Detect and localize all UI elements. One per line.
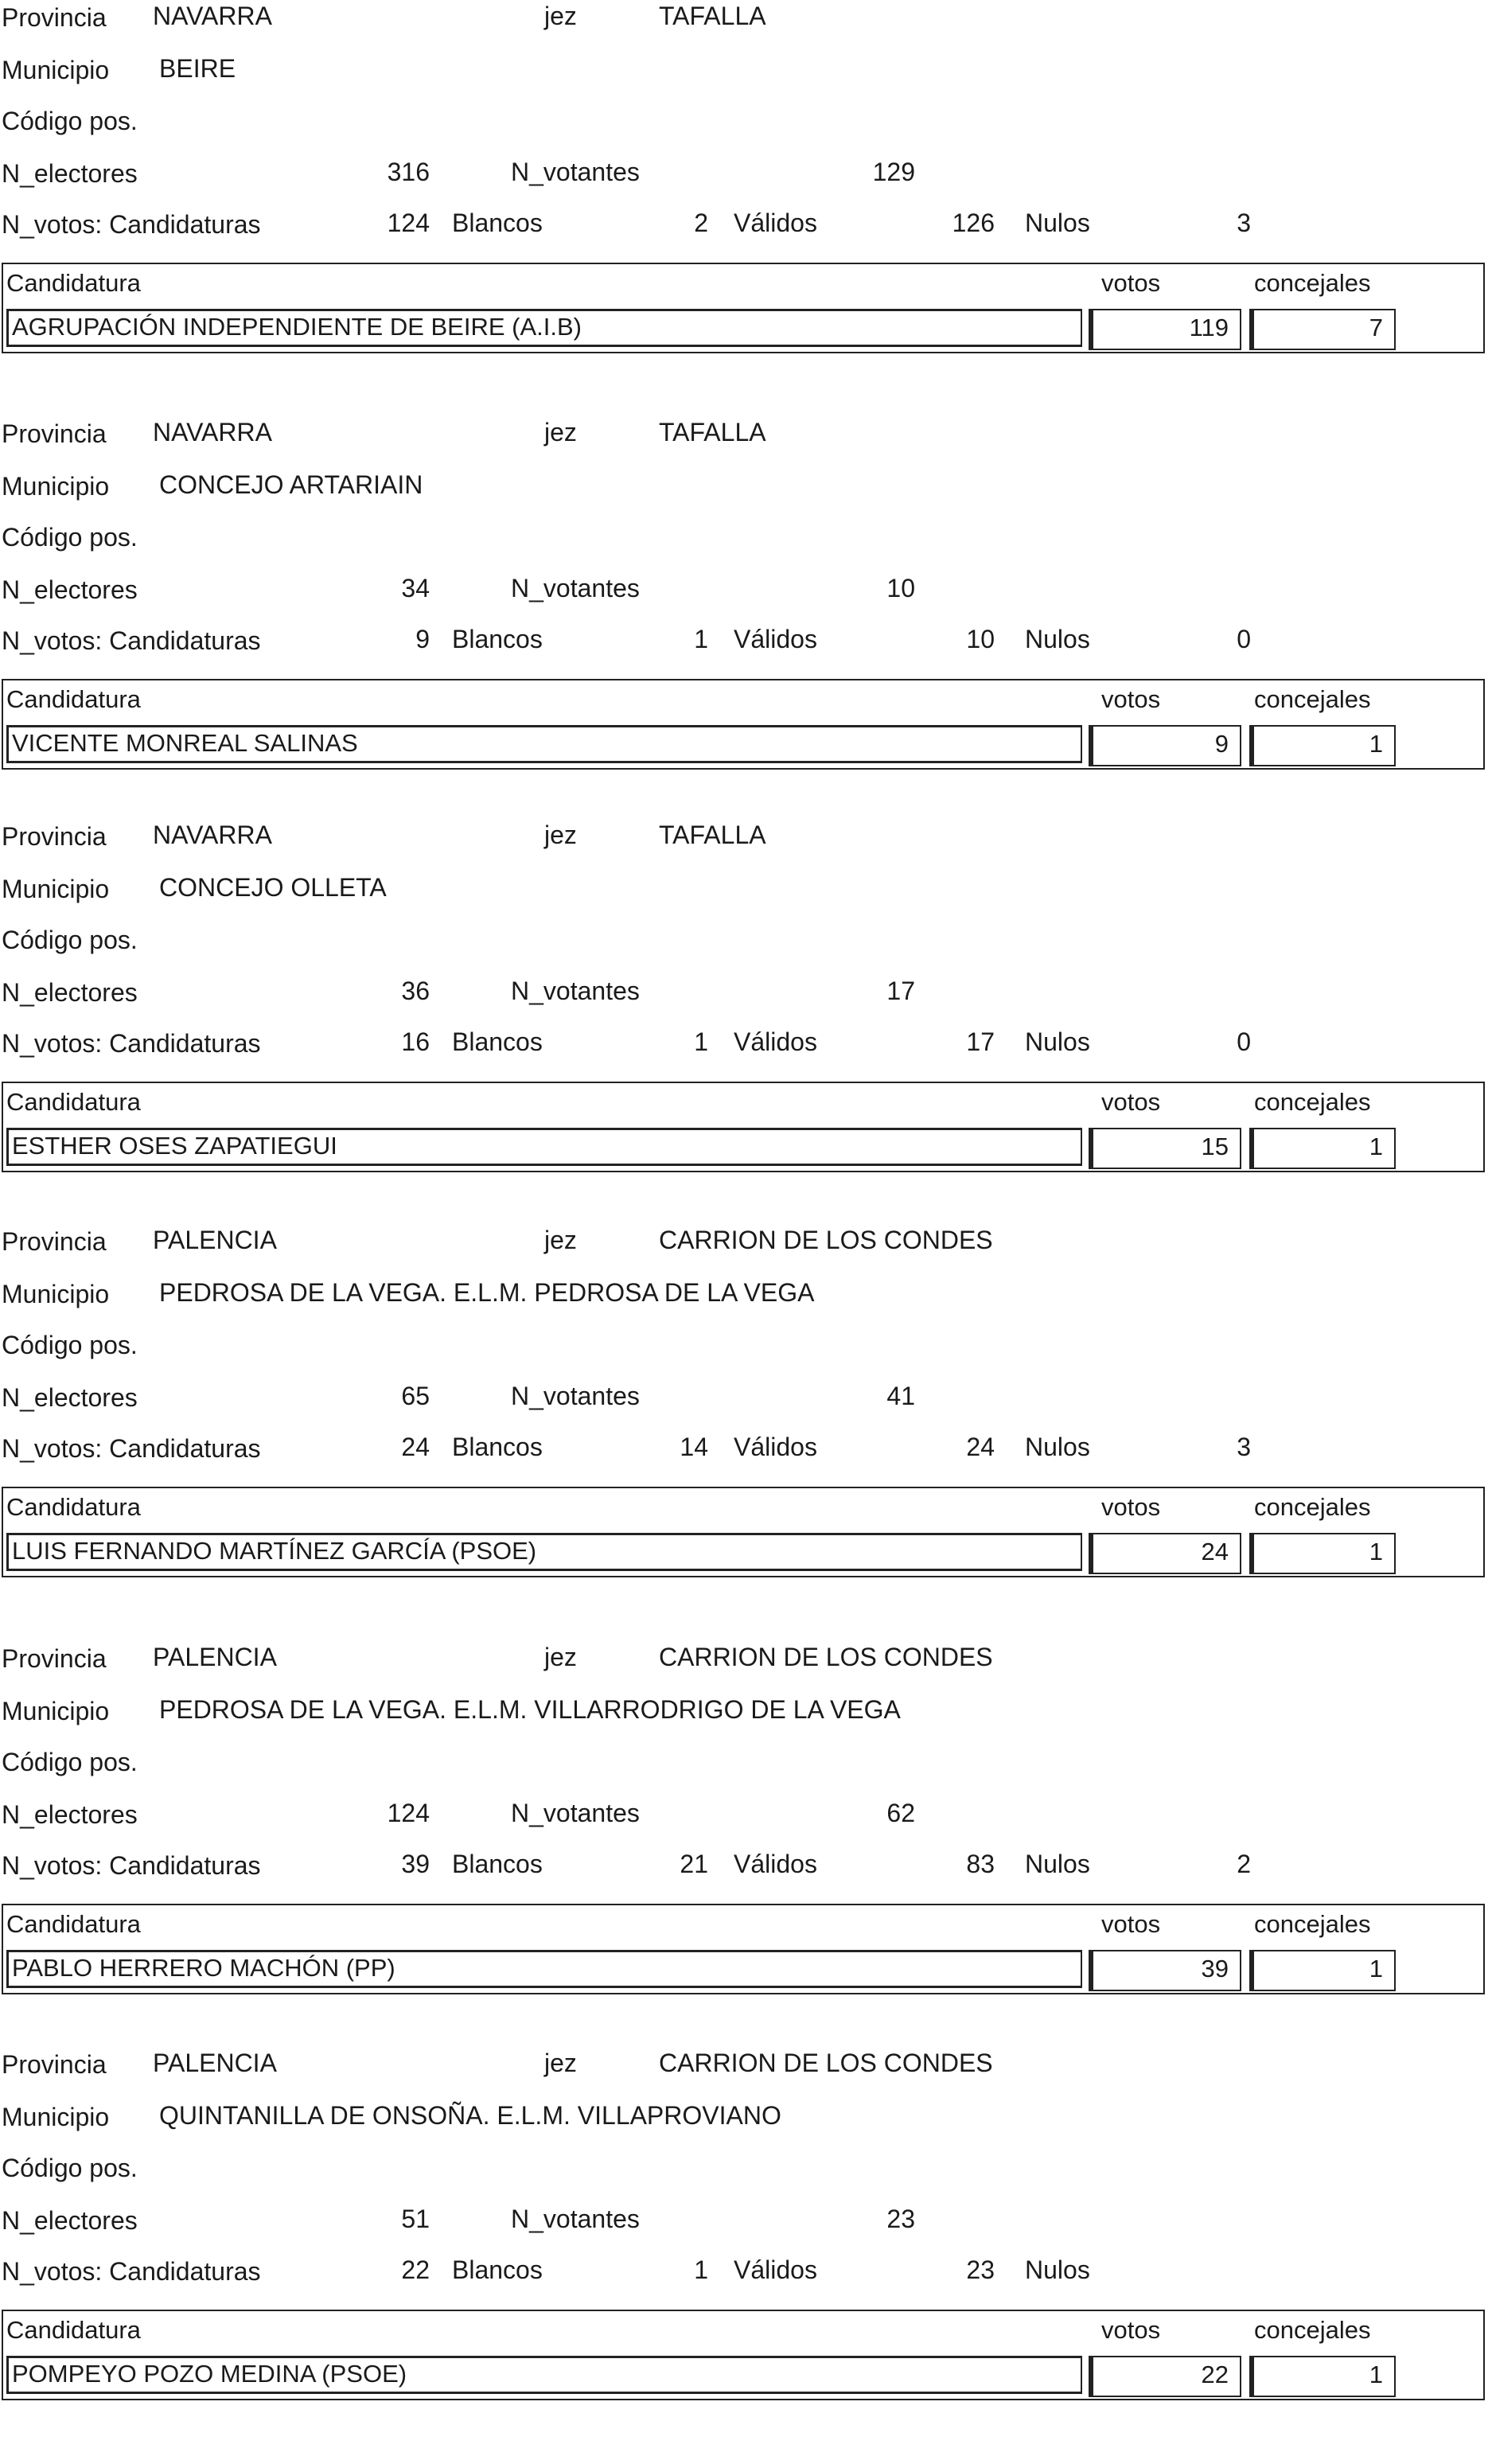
municipio-label: Municipio [2,2103,110,2131]
jez-label: jez [544,1643,577,1671]
votantes-label: N_votantes [511,1799,640,1827]
blancos-label: Blancos [452,1027,543,1056]
jez-label: jez [544,418,577,446]
votos-candidaturas-label: N_votos: Candidaturas [2,626,261,655]
validos-label: Válidos [734,1027,817,1056]
blancos-label: Blancos [452,1850,543,1878]
nulos-label: Nulos [1025,1433,1090,1461]
blancos-value: 1 [694,625,708,653]
validos-value: 23 [966,2255,995,2284]
nulos-label: Nulos [1025,1027,1090,1056]
concejales-header: concejales [1254,269,1371,297]
concejales-value: 7 [1249,309,1396,350]
concejales-value: 1 [1249,1533,1396,1574]
municipio-value: PEDROSA DE LA VEGA. E.L.M. VILLARRODRIGO DE LA VEGA [159,1695,901,1724]
votantes-label: N_votantes [511,158,640,186]
provincia-value: NAVARRA [153,418,272,446]
votos-candidaturas-label: N_votos: Candidaturas [2,210,261,239]
concejales-header: concejales [1254,2316,1371,2344]
provincia-label: Provincia [2,1644,107,1673]
electores-label: N_electores [2,2206,138,2235]
blancos-value: 1 [694,1027,708,1056]
municipio-value: BEIRE [159,54,236,83]
nulos-value: 0 [1237,1027,1251,1056]
jez-value: TAFALLA [659,418,766,446]
votantes-value: 23 [886,2205,915,2233]
municipio-label: Municipio [2,1280,110,1308]
validos-label: Válidos [734,209,817,237]
concejales-header: concejales [1254,685,1371,713]
votantes-value: 17 [886,977,915,1005]
codigo-postal-label: Código pos. [2,926,138,954]
validos-value: 24 [966,1433,995,1461]
candidatura-name: LUIS FERNANDO MARTÍNEZ GARCÍA (PSOE) [6,1533,1082,1571]
provincia-label: Provincia [2,419,107,448]
codigo-postal-label: Código pos. [2,1748,138,1776]
validos-value: 126 [952,209,995,237]
election-record [0,3,1492,417]
electores-value: 36 [401,977,430,1005]
blancos-label: Blancos [452,625,543,653]
electores-value: 51 [401,2205,430,2233]
votos-candidaturas-label: N_votos: Candidaturas [2,1851,261,1880]
provincia-label: Provincia [2,1227,107,1256]
votos-value: 24 [1089,1533,1241,1574]
validos-value: 10 [966,625,995,653]
candidatura-name: AGRUPACIÓN INDEPENDIENTE DE BEIRE (A.I.B) [6,309,1082,347]
concejales-value: 1 [1249,725,1396,766]
votantes-label: N_votantes [511,1382,640,1410]
candidatura-name: ESTHER OSES ZAPATIEGUI [6,1128,1082,1166]
candidatura-header: Candidatura [6,1910,141,1938]
candidatura-name: PABLO HERRERO MACHÓN (PP) [6,1950,1082,1988]
candidatura-table [2,679,1485,770]
blancos-label: Blancos [452,209,543,237]
jez-label: jez [544,2,577,30]
electores-label: N_electores [2,1383,138,1412]
provincia-value: PALENCIA [153,2049,277,2077]
nulos-label: Nulos [1025,1850,1090,1878]
election-record [0,822,1492,1236]
concejales-header: concejales [1254,1493,1371,1521]
municipio-value: CONCEJO ARTARIAIN [159,470,423,499]
jez-value: CARRION DE LOS CONDES [659,1643,993,1671]
nulos-label: Nulos [1025,209,1090,237]
candidaturas-value: 16 [401,1027,430,1056]
jez-label: jez [544,1226,577,1254]
candidatura-name: VICENTE MONREAL SALINAS [6,725,1082,763]
nulos-value: 0 [1237,625,1251,653]
codigo-postal-label: Código pos. [2,523,138,552]
electores-value: 124 [387,1799,430,1827]
votantes-label: N_votantes [511,977,640,1005]
jez-label: jez [544,2049,577,2077]
election-record [0,1644,1492,2058]
votos-header: votos [1101,1910,1161,1938]
candidatura-table [2,1904,1485,1994]
provincia-value: NAVARRA [153,2,272,30]
candidaturas-value: 39 [401,1850,430,1878]
blancos-value: 21 [680,1850,708,1878]
validos-value: 83 [966,1850,995,1878]
nulos-label: Nulos [1025,625,1090,653]
jez-value: CARRION DE LOS CONDES [659,2049,993,2077]
validos-label: Válidos [734,2255,817,2284]
nulos-value: 3 [1237,209,1251,237]
electores-label: N_electores [2,575,138,604]
electores-value: 316 [387,158,430,186]
electores-label: N_electores [2,159,138,188]
election-record [0,1227,1492,1641]
electores-label: N_electores [2,978,138,1007]
votos-header: votos [1101,1493,1161,1521]
jez-value: TAFALLA [659,821,766,849]
candidatura-header: Candidatura [6,2316,141,2344]
blancos-value: 14 [680,1433,708,1461]
jez-value: CARRION DE LOS CONDES [659,1226,993,1254]
candidatura-table [2,1487,1485,1577]
validos-label: Válidos [734,1850,817,1878]
municipio-value: PEDROSA DE LA VEGA. E.L.M. PEDROSA DE LA VEGA [159,1278,815,1307]
municipio-value: CONCEJO OLLETA [159,873,387,902]
concejales-value: 1 [1249,1950,1396,1991]
votos-candidaturas-label: N_votos: Candidaturas [2,2257,261,2286]
votos-header: votos [1101,2316,1161,2344]
candidatura-table [2,263,1485,353]
codigo-postal-label: Código pos. [2,1331,138,1359]
provincia-value: PALENCIA [153,1226,277,1254]
election-record [0,2050,1492,2464]
votos-value: 119 [1089,309,1241,350]
provincia-label: Provincia [2,2050,107,2079]
municipio-label: Municipio [2,875,110,903]
codigo-postal-label: Código pos. [2,2154,138,2182]
validos-value: 17 [966,1027,995,1056]
provincia-label: Provincia [2,3,107,32]
validos-label: Válidos [734,625,817,653]
blancos-value: 2 [694,209,708,237]
votos-value: 9 [1089,725,1241,766]
candidaturas-value: 24 [401,1433,430,1461]
votos-value: 15 [1089,1128,1241,1169]
votantes-label: N_votantes [511,574,640,602]
provincia-value: NAVARRA [153,821,272,849]
nulos-value: 3 [1237,1433,1251,1461]
provincia-label: Provincia [2,822,107,851]
candidatura-header: Candidatura [6,269,141,297]
nulos-label: Nulos [1025,2255,1090,2284]
candidatura-header: Candidatura [6,685,141,713]
votos-candidaturas-label: N_votos: Candidaturas [2,1029,261,1058]
validos-label: Válidos [734,1433,817,1461]
jez-label: jez [544,821,577,849]
municipio-label: Municipio [2,1697,110,1725]
votos-candidaturas-label: N_votos: Candidaturas [2,1434,261,1463]
concejales-value: 1 [1249,1128,1396,1169]
concejales-header: concejales [1254,1088,1371,1116]
electores-label: N_electores [2,1800,138,1829]
candidatura-table [2,2310,1485,2400]
electores-value: 34 [401,574,430,602]
electores-value: 65 [401,1382,430,1410]
blancos-label: Blancos [452,2255,543,2284]
codigo-postal-label: Código pos. [2,107,138,135]
candidaturas-value: 22 [401,2255,430,2284]
candidaturas-value: 9 [415,625,430,653]
candidatura-name: POMPEYO POZO MEDINA (PSOE) [6,2356,1082,2394]
municipio-value: QUINTANILLA DE ONSOÑA. E.L.M. VILLAPROVIANO [159,2101,781,2130]
nulos-value: 2 [1237,1850,1251,1878]
candidatura-table [2,1082,1485,1172]
election-record [0,419,1492,833]
votos-header: votos [1101,269,1161,297]
provincia-value: PALENCIA [153,1643,277,1671]
votantes-value: 129 [872,158,915,186]
blancos-label: Blancos [452,1433,543,1461]
candidatura-header: Candidatura [6,1493,141,1521]
votos-header: votos [1101,685,1161,713]
concejales-header: concejales [1254,1910,1371,1938]
votantes-value: 62 [886,1799,915,1827]
votos-value: 39 [1089,1950,1241,1991]
municipio-label: Municipio [2,56,110,84]
blancos-value: 1 [694,2255,708,2284]
votantes-label: N_votantes [511,2205,640,2233]
votos-value: 22 [1089,2356,1241,2397]
votantes-value: 41 [886,1382,915,1410]
candidaturas-value: 124 [387,209,430,237]
municipio-label: Municipio [2,472,110,501]
votos-header: votos [1101,1088,1161,1116]
votantes-value: 10 [886,574,915,602]
candidatura-header: Candidatura [6,1088,141,1116]
jez-value: TAFALLA [659,2,766,30]
concejales-value: 1 [1249,2356,1396,2397]
